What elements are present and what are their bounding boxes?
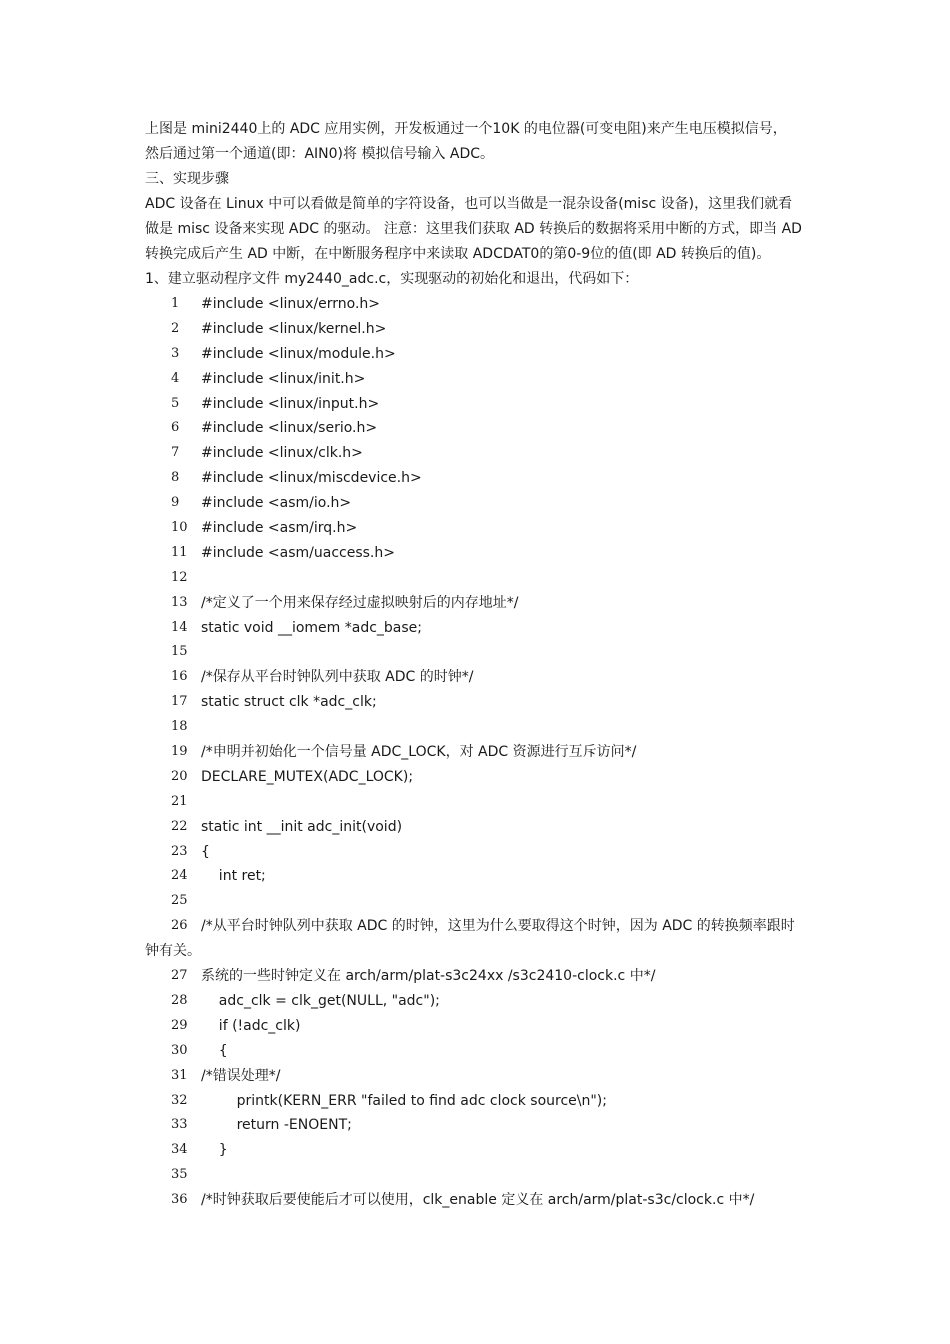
- line-number: 18: [171, 719, 188, 735]
- code-line: [145, 591, 825, 616]
- line-number: 13: [171, 594, 188, 610]
- code-text: return -ENOENT;: [201, 1117, 352, 1134]
- code-line: [145, 690, 825, 715]
- code-line: [145, 964, 825, 989]
- code-line: [145, 367, 825, 392]
- line-number: 36: [171, 1192, 188, 1208]
- code-line: [145, 541, 825, 566]
- intro-text: [145, 117, 815, 292]
- code-line: [145, 616, 825, 641]
- line-number: 33: [171, 1117, 188, 1133]
- line-number: 10: [171, 520, 188, 536]
- code-line: [145, 914, 825, 964]
- code-text: int ret;: [201, 868, 266, 885]
- line-number: 22: [171, 818, 188, 834]
- code-line: [145, 1163, 825, 1188]
- section-heading: 三、实现步骤: [145, 171, 229, 187]
- code-line: [145, 466, 825, 491]
- line-number: 17: [171, 694, 188, 710]
- step-heading: 1、建立驱动程序文件 my2440_adc.c，实现驱动的初始化和退出，代码如下：: [145, 271, 639, 287]
- line-number: 30: [171, 1042, 188, 1058]
- code-line: [145, 342, 825, 367]
- code-text: adc_clk = clk_get(NULL, "adc");: [201, 992, 440, 1009]
- line-number: 21: [171, 793, 188, 809]
- code-line: [145, 1064, 825, 1089]
- line-number: 32: [171, 1092, 188, 1108]
- line-number: 2: [171, 320, 180, 336]
- code-line: [145, 1113, 825, 1138]
- line-number: 8: [171, 470, 180, 486]
- code-comment: /*定义了一个用来保存经过虚拟映射后的内存地址*/: [201, 594, 519, 611]
- code-line: [145, 640, 825, 665]
- code-text: #include <linux/input.h>: [201, 395, 380, 412]
- code-comment: /*申明并初始化一个信号量 ADC_LOCK，对 ADC 资源进行互斥访问*/: [201, 744, 637, 761]
- code-line: [145, 889, 825, 914]
- code-text: #include <linux/init.h>: [201, 370, 366, 387]
- line-number: 14: [171, 619, 188, 635]
- code-text: #include <linux/kernel.h>: [201, 320, 387, 337]
- code-line: [145, 715, 825, 740]
- line-number: 24: [171, 868, 188, 884]
- code-line: [145, 1014, 825, 1039]
- code-line: [145, 392, 825, 417]
- line-number: 7: [171, 445, 180, 461]
- code-line: [145, 815, 825, 840]
- code-line: [145, 1138, 825, 1163]
- code-line: [145, 1188, 825, 1213]
- code-comment-first: /*从平台时钟队列中获取 ADC 的时钟，这里为什么要取得这个时钟，因为 ADC 的转换频率跟时: [201, 918, 795, 935]
- line-number: 6: [171, 420, 180, 436]
- line-number: 5: [171, 395, 180, 411]
- code-line: [145, 989, 825, 1014]
- code-line: [145, 491, 825, 516]
- code-line: [145, 840, 825, 865]
- intro-line: 上图是 mini2440上的 ADC 应用实例，开发板通过一个10K 的电位器(可变电阻)来产生电压模拟信号，: [145, 121, 787, 137]
- intro-line: 做是 misc 设备来实现 ADC 的驱动。 注意：这里我们获取 AD 转换后的数据将采用中断的方式，即当 AD: [145, 221, 802, 237]
- line-number: 29: [171, 1017, 188, 1033]
- code-text: #include <asm/uaccess.h>: [201, 544, 395, 561]
- code-text: }: [201, 1142, 228, 1159]
- code-line: [145, 1039, 825, 1064]
- line-number: 9: [171, 495, 180, 511]
- line-number: 19: [171, 744, 188, 760]
- code-line: [145, 740, 825, 765]
- code-text: printk(KERN_ERR "failed to find adc clock source\n");: [201, 1092, 607, 1109]
- code-text: #include <linux/clk.h>: [201, 445, 363, 462]
- code-line: [145, 864, 825, 889]
- code-comment: /*时钟获取后要使能后才可以使用，clk_enable 定义在 arch/arm/plat-s3c/clock.c 中*/: [201, 1192, 755, 1209]
- intro-line: 然后通过第一个通道(即：AIN0)将 模拟信号输入 ADC。: [145, 146, 495, 162]
- code-line: [145, 566, 825, 591]
- intro-line: ADC 设备在 Linux 中可以看做是简单的字符设备，也可以当做是一混杂设备(misc 设备)，这里我们就看: [145, 196, 793, 212]
- line-number: 31: [171, 1067, 188, 1083]
- line-number: 20: [171, 768, 188, 784]
- code-line: [145, 1089, 825, 1114]
- code-text: static struct clk *adc_clk;: [201, 694, 377, 711]
- code-text: {: [201, 843, 210, 860]
- line-number: 34: [171, 1142, 188, 1158]
- code-text: #include <linux/module.h>: [201, 345, 396, 362]
- code-comment-continuation: 钟有关。: [145, 943, 201, 960]
- code-text: #include <linux/miscdevice.h>: [201, 470, 422, 487]
- code-text: #include <linux/errno.h>: [201, 296, 381, 312]
- line-number: 4: [171, 370, 180, 386]
- code-text: static void __iomem *adc_base;: [201, 619, 423, 636]
- code-line: [145, 317, 825, 342]
- code-line: [145, 416, 825, 441]
- code-comment: 系统的一些时钟定义在 arch/arm/plat-s3c24xx /s3c2410-clock.c 中*/: [201, 968, 656, 985]
- intro-line: 转换完成后产生 AD 中断，在中断服务程序中来读取 ADCDAT0的第0-9位的值(即 AD 转换后的值)。: [145, 246, 771, 262]
- code-listing: [145, 292, 825, 1213]
- line-number: 11: [171, 544, 188, 560]
- line-number: 26: [171, 918, 188, 934]
- line-number: 27: [171, 968, 188, 984]
- code-line: [145, 292, 825, 317]
- code-line: [145, 765, 825, 790]
- code-text: #include <asm/irq.h>: [201, 520, 358, 537]
- line-number: 28: [171, 992, 188, 1008]
- line-number: 16: [171, 669, 188, 685]
- line-number: 35: [171, 1167, 188, 1183]
- line-number: 3: [171, 345, 180, 361]
- code-line: [145, 665, 825, 690]
- code-text: #include <asm/io.h>: [201, 495, 352, 512]
- line-number: 1: [171, 296, 180, 311]
- code-text: {: [201, 1042, 228, 1059]
- code-text: DECLARE_MUTEX(ADC_LOCK);: [201, 768, 414, 785]
- code-text: static int __init adc_init(void): [201, 818, 403, 835]
- code-text: if (!adc_clk): [201, 1017, 301, 1034]
- line-number: 25: [171, 893, 188, 909]
- line-number: 12: [171, 569, 188, 585]
- code-text: #include <linux/serio.h>: [201, 420, 378, 437]
- code-comment: /*保存从平台时钟队列中获取 ADC 的时钟*/: [201, 669, 474, 686]
- code-comment: /*错误处理*/: [201, 1067, 281, 1084]
- code-line: [145, 790, 825, 815]
- code-line: [145, 441, 825, 466]
- line-number: 23: [171, 843, 188, 859]
- code-line: [145, 516, 825, 541]
- line-number: 15: [171, 644, 188, 660]
